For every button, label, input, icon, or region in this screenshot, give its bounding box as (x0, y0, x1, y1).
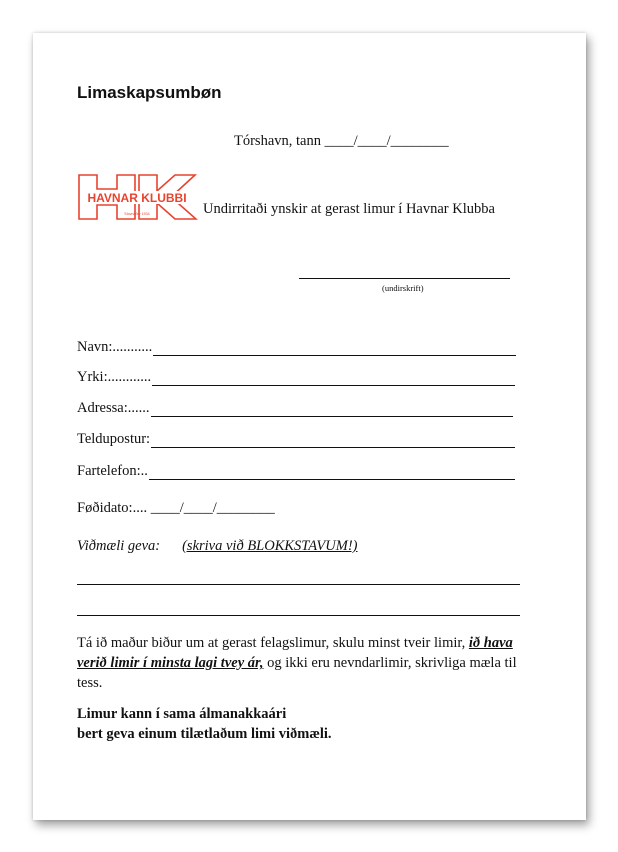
name-field[interactable] (77, 336, 516, 356)
name-label: Navn:........... (77, 339, 153, 355)
signature-line[interactable] (299, 278, 510, 279)
paragraph-start: Tá ið maður biður um at gerast felagslimur, skulu minst tveir limir, (77, 635, 469, 651)
mobile-line[interactable] (149, 465, 515, 480)
address-field[interactable] (77, 397, 513, 417)
recommendation-rules-paragraph (77, 633, 522, 693)
form-page (33, 33, 586, 820)
logo-founded: Stovnaður 1934 (124, 212, 150, 216)
email-field[interactable] (77, 428, 515, 448)
place-date-line: Tórshavn, tann ____/____/________ (234, 133, 449, 149)
applicant-intro: Undirritaði ynskir at gerast limur í Havnar Klubba (203, 201, 495, 217)
birthdate-field[interactable]: Føðidato:.... ____/____/________ (77, 500, 275, 516)
limit-note-line-2: bert geva einum tilætlaðum limi viðmæli. (77, 726, 332, 742)
occupation-line[interactable] (152, 371, 515, 386)
recommendation-limit-note (77, 704, 332, 744)
mobile-field[interactable] (77, 460, 515, 480)
email-label: Teldupostur: (77, 431, 151, 447)
email-line[interactable] (151, 433, 515, 448)
occupation-field[interactable] (77, 366, 515, 386)
address-line[interactable] (151, 402, 514, 417)
signature-label: (undirskrift) (382, 283, 424, 293)
recommendation-line-1[interactable] (77, 584, 520, 585)
recommendation-hint: (skriva við BLOKKSTAVUM!) (182, 538, 358, 554)
havnar-klubbi-logo (77, 173, 198, 221)
form-title: Limaskapsumbøn (77, 83, 222, 102)
limit-note-line-1: Limur kann í sama álmanakkaári (77, 706, 287, 722)
logo-club-name: HAVNAR KLUBBI (87, 191, 187, 205)
paragraph-end: og ikki eru nevndarlimir, skrivliga mæla til tess. (77, 655, 517, 691)
recommendation-heading (77, 538, 358, 555)
name-line[interactable] (153, 341, 516, 356)
recommendation-line-2[interactable] (77, 615, 520, 616)
paragraph-emphasis: ið hava verið limir í minsta lagi tvey ár, (77, 635, 513, 671)
address-label: Adressa:...... (77, 400, 150, 416)
mobile-label: Fartelefon:.. (77, 463, 148, 479)
recommendation-label: Viðmæli geva: (77, 538, 161, 554)
occupation-label: Yrki:............ (77, 369, 152, 385)
